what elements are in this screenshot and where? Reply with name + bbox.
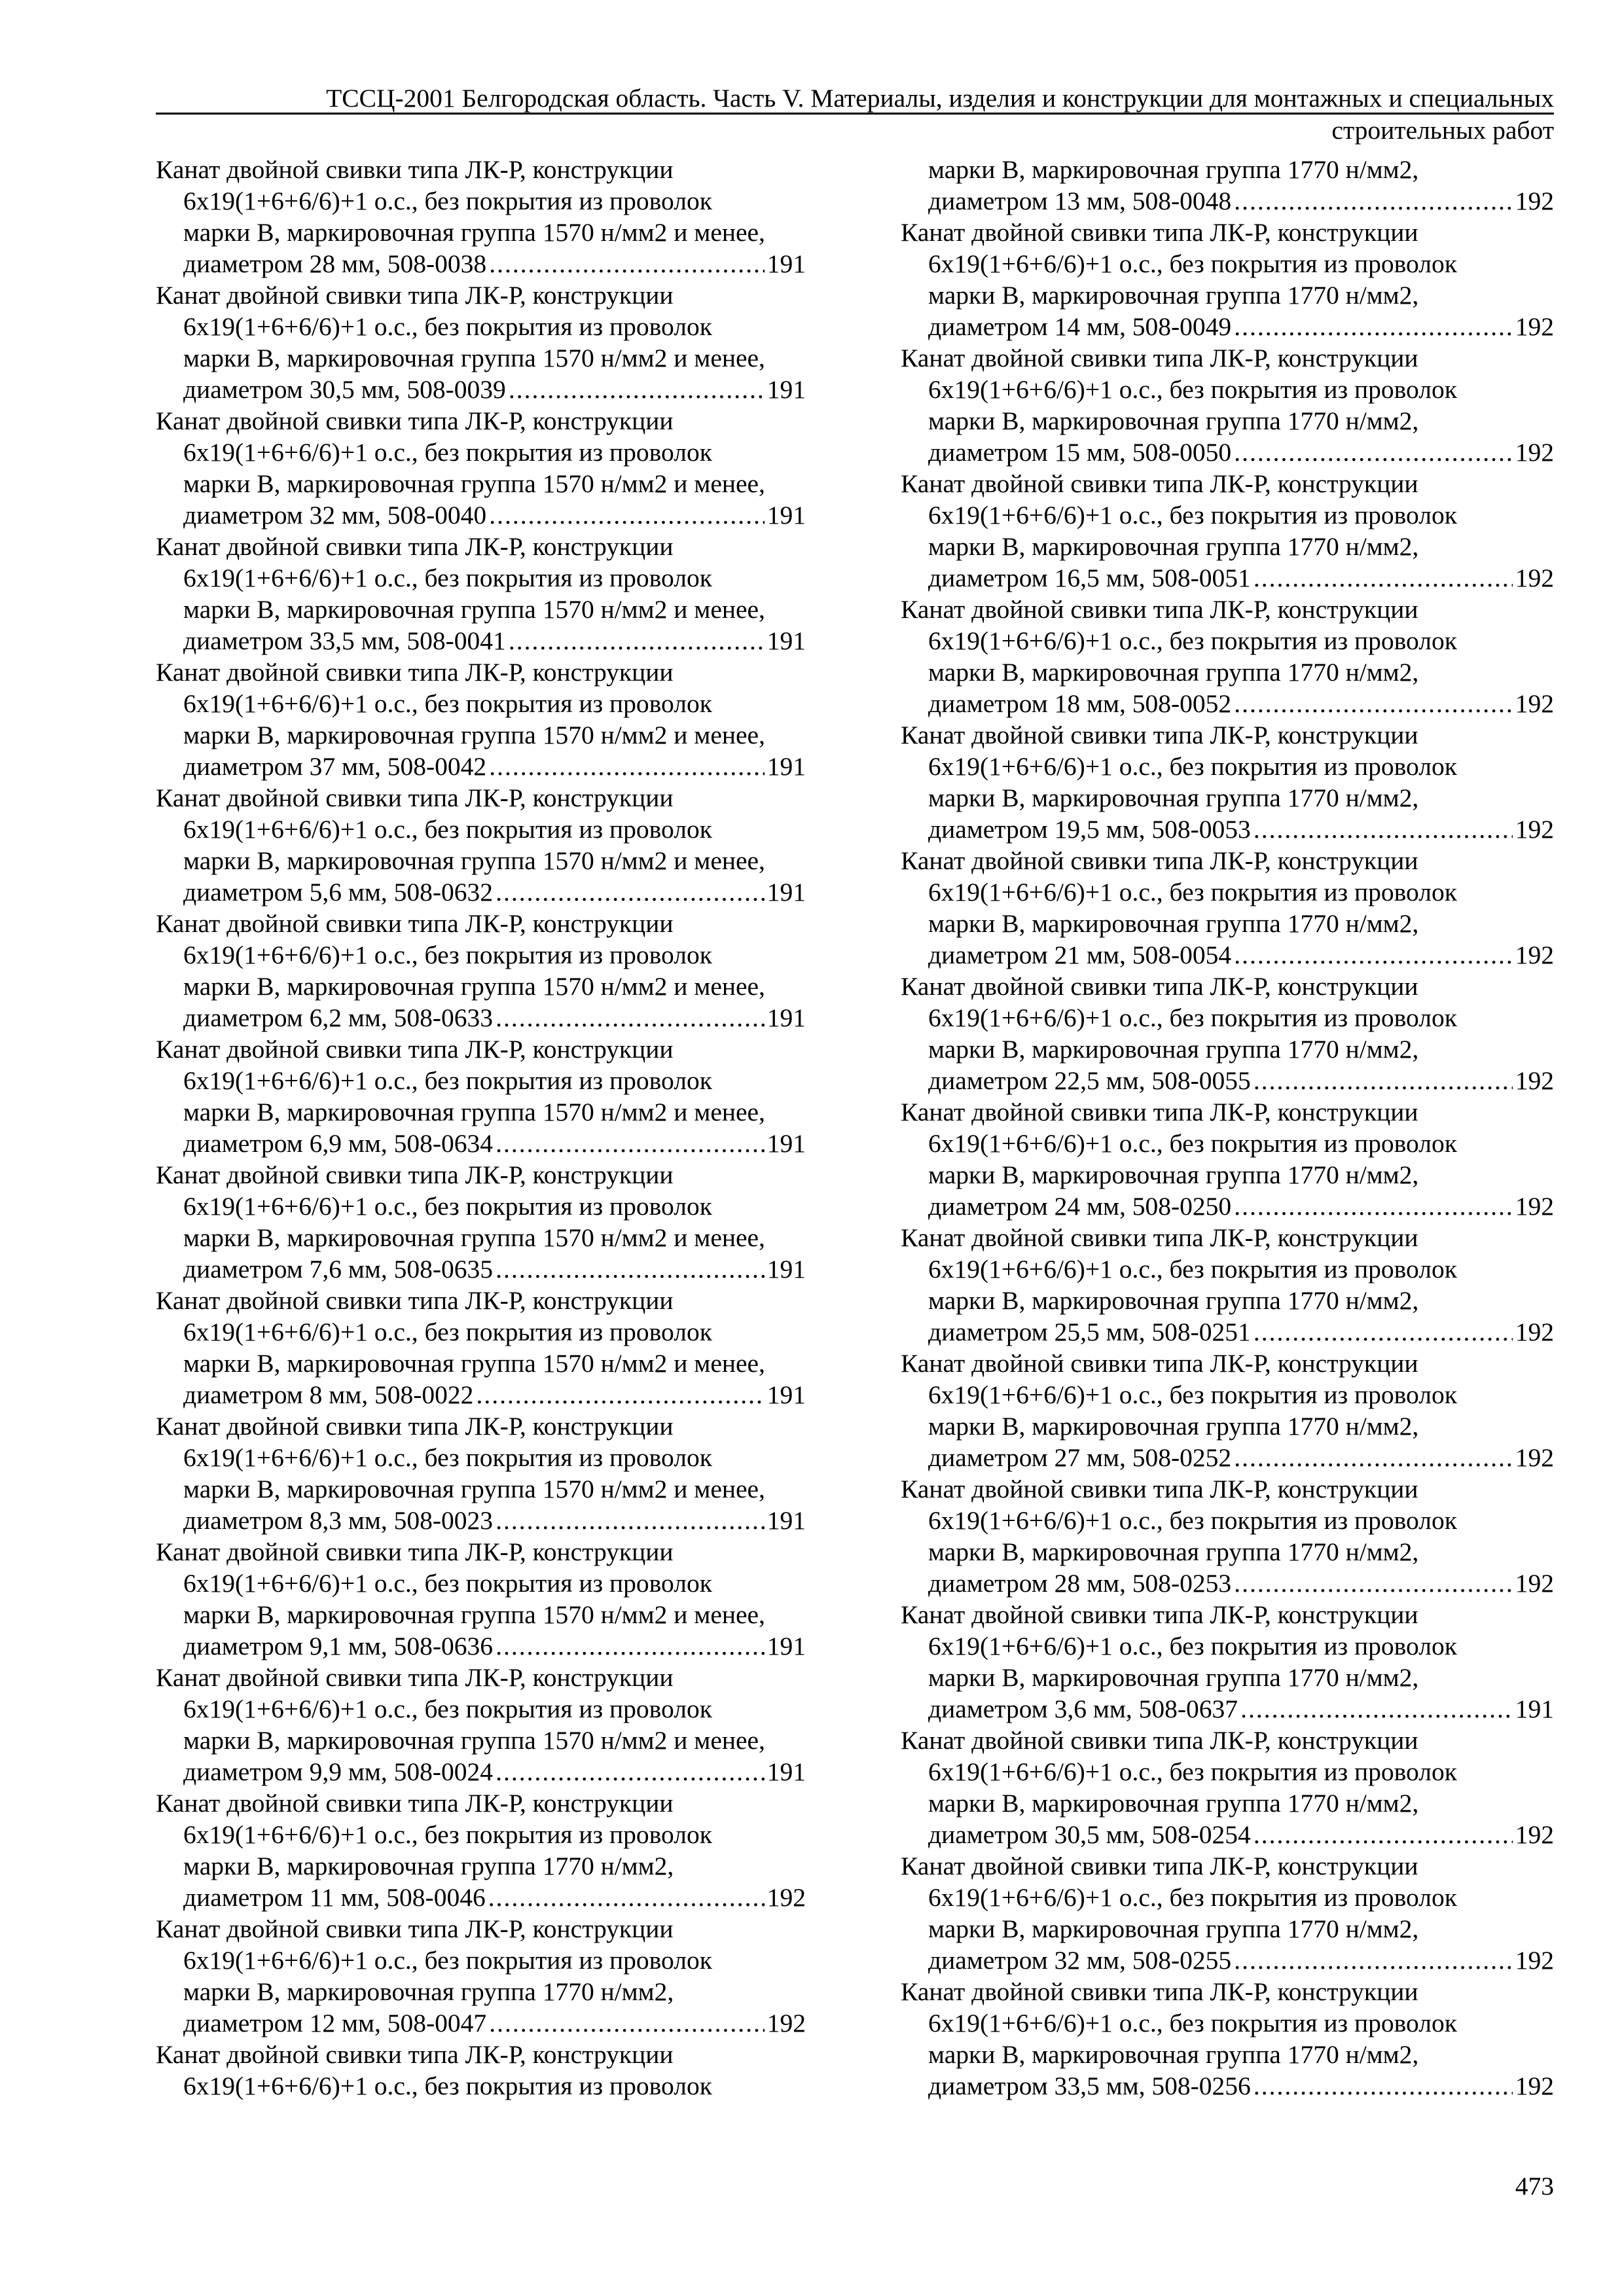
entry-line-1: Канат двойной свивки типа ЛК-Р, конструкции: [901, 1223, 1418, 1252]
entry-line-2: 6х19(1+6+6/6)+1 о.с., без покрытия из проволок: [928, 878, 1457, 906]
running-header-continuation: [156, 116, 1554, 145]
entry-line-2: 6х19(1+6+6/6)+1 о.с., без покрытия из проволок: [928, 375, 1457, 404]
dot-leader: [1234, 1191, 1513, 1222]
dot-leader: [1254, 814, 1513, 845]
entry-line-3: марки В, маркировочная группа 1770 н/мм2,: [928, 1035, 1419, 1064]
entry-item-text: диаметром 7,6 мм, 508-0635: [183, 1255, 494, 1283]
entry-item-text: диаметром 16,5 мм, 508-0051: [928, 564, 1251, 592]
entry-line-4: [901, 1945, 1554, 1976]
entry-item-text: диаметром 15 мм, 508-0050: [928, 438, 1232, 467]
entry-line-2: 6х19(1+6+6/6)+1 о.с., без покрытия из проволок: [183, 2072, 712, 2100]
running-header: [156, 84, 1554, 115]
entry-item-text: диаметром 33,5 мм, 508-0041: [183, 626, 506, 655]
entry-line-4: [901, 1693, 1554, 1725]
entry-line-1: Канат двойной свивки типа ЛК-Р, конструкции: [156, 1286, 674, 1315]
entry-line-1: Канат двойной свивки типа ЛК-Р, конструкции: [901, 1852, 1418, 1880]
entry-item-text: диаметром 24 мм, 508-0250: [928, 1192, 1232, 1221]
entry-item-text: диаметром 9,1 мм, 508-0636: [183, 1632, 494, 1660]
dot-leader: [496, 876, 765, 908]
dot-leader: [496, 1002, 765, 1033]
entry-line-4: [901, 1065, 1554, 1096]
entry-line-3: марки В, маркировочная группа 1770 н/мм2,: [928, 909, 1419, 938]
entry-line-3: марки В, маркировочная группа 1770 н/мм2,: [928, 783, 1419, 812]
entry-page-ref: 191: [767, 1632, 806, 1660]
entry-line-2: 6х19(1+6+6/6)+1 о.с., без покрытия из проволок: [928, 1255, 1457, 1283]
entry-line-4: [156, 1253, 806, 1285]
entry-page-ref: 191: [767, 1757, 806, 1786]
entry-line-4: [156, 1756, 806, 1787]
entry-item-text: диаметром 14 мм, 508-0049: [928, 312, 1232, 341]
dot-leader: [1254, 1065, 1513, 1096]
entry-line-4: [901, 1568, 1554, 1599]
entry-page-ref: 192: [1515, 312, 1554, 341]
entry-line-4: [901, 1316, 1554, 1348]
dot-leader: [1254, 562, 1513, 594]
dot-leader: [1240, 1693, 1513, 1725]
entry-line-2: 6х19(1+6+6/6)+1 о.с., без покрытия из проволок: [183, 1820, 712, 1849]
entry-item-text: диаметром 8 мм, 508-0022: [183, 1380, 474, 1409]
entry-line-1: Канат двойной свивки типа ЛК-Р, конструкции: [901, 1600, 1418, 1629]
entry-page-ref: 192: [767, 1883, 806, 1912]
entry-line-1: Канат двойной свивки типа ЛК-Р, конструкции: [156, 532, 674, 561]
entry-line-4: [156, 1630, 806, 1662]
entry-line-3: марки В, маркировочная группа 1770 н/мм2,: [928, 1160, 1419, 1189]
entry-line-4: [156, 374, 806, 405]
entry-line-1: Канат двойной свивки типа ЛК-Р, конструкции: [901, 218, 1418, 247]
index-entry-partial: [156, 2039, 806, 2102]
entry-line-2: 6х19(1+6+6/6)+1 о.с., без покрытия из проволок: [183, 1318, 712, 1346]
index-entry: [156, 656, 806, 782]
entry-page-ref: 192: [1515, 1066, 1554, 1095]
entry-item-text: диаметром 8,3 мм, 508-0023: [183, 1506, 494, 1535]
entry-line-4: [156, 1002, 806, 1033]
entry-line-2: 6х19(1+6+6/6)+1 о.с., без покрытия из проволок: [183, 1695, 712, 1723]
dot-leader: [1254, 1819, 1513, 1850]
entry-line-2: 6х19(1+6+6/6)+1 о.с., без покрытия из проволок: [928, 1380, 1457, 1409]
entry-line-3: марки В, маркировочная группа 1570 н/мм2 и менее,: [183, 344, 765, 372]
entry-line-4: [901, 1819, 1554, 1850]
entry-line-3: марки В, маркировочная группа 1570 н/мм2 и менее,: [183, 1475, 765, 1503]
entry-line-1: Канат двойной свивки типа ЛК-Р, конструкции: [156, 281, 674, 310]
entry-page-ref: 191: [767, 626, 806, 655]
dot-leader: [1234, 311, 1513, 342]
entry-line-4: [901, 1191, 1554, 1222]
entry-line-3: марки В, маркировочная группа 1770 н/мм2,: [183, 1977, 674, 2006]
entry-item-text: диаметром 19,5 мм, 508-0053: [928, 815, 1251, 844]
entry-page-ref: 192: [1515, 1569, 1554, 1598]
entry-item-text: диаметром 37 мм, 508-0042: [183, 752, 487, 781]
entry-line-2: 6х19(1+6+6/6)+1 о.с., без покрытия из проволок: [928, 2009, 1457, 2037]
dot-leader: [1234, 185, 1513, 217]
index-entry: [901, 719, 1554, 845]
entry-line-1: Канат двойной свивки типа ЛК-Р, конструкции: [156, 406, 674, 435]
index-column-left: [156, 154, 806, 2102]
entry-item-text: диаметром 28 мм, 508-0038: [183, 249, 487, 278]
entry-line-4: [901, 2070, 1554, 2102]
index-entry-continued: [901, 154, 1554, 217]
index-entry: [156, 1033, 806, 1159]
entry-line-4: [156, 1505, 806, 1536]
entry-page-ref: 191: [767, 1380, 806, 1409]
entry-page-ref: 191: [767, 1129, 806, 1158]
entry-item-text: диаметром 11 мм, 508-0046: [183, 1883, 486, 1912]
entry-item-text: диаметром 22,5 мм, 508-0055: [928, 1066, 1251, 1095]
index-column-right: [901, 154, 1554, 2102]
entry-page-ref: 191: [767, 249, 806, 278]
entry-line-2: 6х19(1+6+6/6)+1 о.с., без покрытия из проволок: [183, 1192, 712, 1221]
entry-line-3: марки В, маркировочная группа 1770 н/мм2,: [928, 1537, 1419, 1566]
entry-item-text: диаметром 33,5 мм, 508-0256: [928, 2072, 1251, 2100]
index-entry: [156, 1285, 806, 1410]
dot-leader: [496, 1253, 765, 1285]
entry-line-3: марки В, маркировочная группа 1770 н/мм2,: [928, 658, 1419, 687]
dot-leader: [509, 374, 765, 405]
entry-line-2: 6х19(1+6+6/6)+1 о.с., без покрытия из проволок: [928, 1632, 1457, 1660]
entry-line-3: марки В, маркировочная группа 1770 н/мм2,: [928, 155, 1419, 184]
entry-line-3: марки В, маркировочная группа 1770 н/мм2,: [183, 1852, 674, 1880]
entry-line-4: [901, 437, 1554, 468]
entry-item-text: диаметром 32 мм, 508-0040: [183, 501, 487, 529]
index-entry: [901, 971, 1554, 1096]
index-entry: [156, 1536, 806, 1662]
dot-leader: [1234, 1568, 1513, 1599]
dot-leader: [1254, 1316, 1513, 1348]
dot-leader: [509, 625, 765, 656]
dot-leader: [496, 1128, 765, 1159]
entry-line-1: Канат двойной свивки типа ЛК-Р, конструкции: [901, 1349, 1418, 1378]
entry-line-2: 6х19(1+6+6/6)+1 о.с., без покрытия из проволок: [928, 1757, 1457, 1786]
index-entry: [156, 154, 806, 279]
entry-item-text: диаметром 18 мм, 508-0052: [928, 689, 1232, 718]
entry-page-ref: 192: [767, 2009, 806, 2037]
entry-line-4: [901, 311, 1554, 342]
entry-line-1: Канат двойной свивки типа ЛК-Р, конструкции: [901, 1726, 1418, 1755]
index-entry: [156, 405, 806, 531]
entry-line-1: Канат двойной свивки типа ЛК-Р, конструкции: [156, 1663, 674, 1692]
entry-line-1: Канат двойной свивки типа ЛК-Р, конструкции: [156, 658, 674, 687]
entry-line-3: марки В, маркировочная группа 1570 н/мм2 и менее,: [183, 972, 765, 1001]
entry-page-ref: 191: [767, 752, 806, 781]
entry-line-3: марки В, маркировочная группа 1570 н/мм2 и менее,: [183, 1349, 765, 1378]
entry-item-text: диаметром 32 мм, 508-0255: [928, 1946, 1232, 1975]
dot-leader: [489, 2007, 765, 2039]
index-entry: [901, 468, 1554, 594]
entry-line-3: марки В, маркировочная группа 1770 н/мм2,: [928, 281, 1419, 310]
entry-item-text: диаметром 5,6 мм, 508-0632: [183, 878, 494, 906]
index-entry: [901, 342, 1554, 468]
entry-line-4: [901, 1442, 1554, 1473]
entry-line-1: Канат двойной свивки типа ЛК-Р, конструкции: [156, 1914, 674, 1943]
index-entry: [901, 1222, 1554, 1348]
entry-line-4: [901, 688, 1554, 719]
entry-line-1: Канат двойной свивки типа ЛК-Р, конструкции: [156, 1789, 674, 1818]
entry-page-ref: 192: [1515, 941, 1554, 969]
index-entry: [156, 1159, 806, 1285]
dot-leader: [476, 1379, 764, 1410]
entry-line-4: [156, 751, 806, 782]
dot-leader: [496, 1505, 765, 1536]
entry-line-2: 6х19(1+6+6/6)+1 о.с., без покрытия из проволок: [183, 187, 712, 215]
entry-page-ref: 192: [1515, 1946, 1554, 1975]
index-entry: [156, 908, 806, 1033]
entry-line-4: [156, 2007, 806, 2039]
entry-line-3: марки В, маркировочная группа 1570 н/мм2 и менее,: [183, 1223, 765, 1252]
entry-line-3: марки В, маркировочная группа 1770 н/мм2,: [928, 2040, 1419, 2069]
entry-line-2: 6х19(1+6+6/6)+1 о.с., без покрытия из проволок: [183, 1946, 712, 1975]
entry-line-4: [156, 1379, 806, 1410]
index-entry: [901, 1976, 1554, 2102]
entry-line-1: Канат двойной свивки типа ЛК-Р, конструкции: [156, 1035, 674, 1064]
index-entry: [156, 782, 806, 908]
entry-item-text: диаметром 12 мм, 508-0047: [183, 2009, 487, 2037]
entry-line-3: марки В, маркировочная группа 1570 н/мм2 и менее,: [183, 469, 765, 498]
entry-line-2: 6х19(1+6+6/6)+1 о.с., без покрытия из проволок: [928, 1129, 1457, 1158]
entry-line-3: марки В, маркировочная группа 1570 н/мм2 и менее,: [183, 1098, 765, 1126]
entry-line-2: 6х19(1+6+6/6)+1 о.с., без покрытия из проволок: [928, 501, 1457, 529]
entry-page-ref: 192: [1515, 815, 1554, 844]
entry-item-text: диаметром 28 мм, 508-0253: [928, 1569, 1232, 1598]
index-entry: [901, 217, 1554, 342]
dot-leader: [489, 499, 765, 531]
entry-line-1: Канат двойной свивки типа ЛК-Р, конструкции: [901, 1098, 1418, 1126]
entry-item-text: диаметром 13 мм, 508-0048: [928, 187, 1232, 215]
entry-line-1: Канат двойной свивки типа ЛК-Р, конструкции: [901, 846, 1418, 875]
entry-line-4: [156, 1882, 806, 1913]
entry-page-ref: 191: [767, 375, 806, 404]
entry-item-text: диаметром 6,2 мм, 508-0633: [183, 1003, 494, 1032]
index-entry: [156, 279, 806, 405]
entry-line-2: 6х19(1+6+6/6)+1 о.с., без покрытия из проволок: [183, 438, 712, 467]
page-number: 473: [1515, 2172, 1554, 2200]
entry-line-2: 6х19(1+6+6/6)+1 о.с., без покрытия из проволок: [183, 815, 712, 844]
entry-line-1: Канат двойной свивки типа ЛК-Р, конструкции: [901, 721, 1418, 749]
entry-page-ref: 192: [1515, 1192, 1554, 1221]
entry-line-3: марки В, маркировочная группа 1570 н/мм2 и менее,: [183, 721, 765, 749]
entry-item-text: диаметром 3,6 мм, 508-0637: [928, 1695, 1238, 1723]
entry-line-3: марки В, маркировочная группа 1770 н/мм2,: [928, 532, 1419, 561]
entry-line-4: [156, 1128, 806, 1159]
index-entry: [156, 1913, 806, 2039]
entry-page-ref: 192: [1515, 187, 1554, 215]
entry-item-text: диаметром 25,5 мм, 508-0251: [928, 1318, 1251, 1346]
entry-item-text: диаметром 6,9 мм, 508-0634: [183, 1129, 494, 1158]
index-entry: [901, 1725, 1554, 1850]
index-entry: [901, 1096, 1554, 1222]
entry-line-1: Канат двойной свивки типа ЛК-Р, конструкции: [901, 469, 1418, 498]
entry-line-2: 6х19(1+6+6/6)+1 о.с., без покрытия из проволок: [183, 1569, 712, 1598]
entry-line-4: [156, 248, 806, 279]
dot-leader: [1234, 939, 1513, 971]
entry-line-3: марки В, маркировочная группа 1770 н/мм2,: [928, 406, 1419, 435]
entry-item-text: диаметром 27 мм, 508-0252: [928, 1443, 1232, 1472]
entry-line-4: [901, 185, 1554, 217]
entry-page-ref: 192: [1515, 1443, 1554, 1472]
index-entry: [156, 1787, 806, 1913]
entry-line-2: 6х19(1+6+6/6)+1 о.с., без покрытия из проволок: [183, 564, 712, 592]
entry-page-ref: 191: [767, 1003, 806, 1032]
entry-line-4: [901, 814, 1554, 845]
entry-line-4: [901, 562, 1554, 594]
dot-leader: [496, 1756, 765, 1787]
entry-item-text: диаметром 30,5 мм, 508-0254: [928, 1820, 1251, 1849]
dot-leader: [489, 248, 765, 279]
entry-line-1: Канат двойной свивки типа ЛК-Р, конструкции: [901, 595, 1418, 624]
index-entry: [901, 594, 1554, 719]
index-entry: [901, 1850, 1554, 1976]
entry-line-3: марки В, маркировочная группа 1770 н/мм2,: [928, 1663, 1419, 1692]
entry-line-3: марки В, маркировочная группа 1770 н/мм2,: [928, 1914, 1419, 1943]
entry-line-2: 6х19(1+6+6/6)+1 о.с., без покрытия из проволок: [928, 249, 1457, 278]
entry-line-1: Канат двойной свивки типа ЛК-Р, конструкции: [156, 783, 674, 812]
index-entry: [156, 1410, 806, 1536]
entry-page-ref: 192: [1515, 438, 1554, 467]
entry-line-2: 6х19(1+6+6/6)+1 о.с., без покрытия из проволок: [928, 1003, 1457, 1032]
running-header-line-2: строительных работ: [1331, 116, 1554, 145]
entry-line-2: 6х19(1+6+6/6)+1 о.с., без покрытия из проволок: [928, 1883, 1457, 1912]
dot-leader: [489, 751, 765, 782]
entry-line-1: Канат двойной свивки типа ЛК-Р, конструкции: [901, 344, 1418, 372]
entry-line-3: марки В, маркировочная группа 1570 н/мм2 и менее,: [183, 846, 765, 875]
entry-line-2: 6х19(1+6+6/6)+1 о.с., без покрытия из проволок: [183, 689, 712, 718]
entry-item-text: диаметром 30,5 мм, 508-0039: [183, 375, 506, 404]
dot-leader: [1234, 1945, 1513, 1976]
entry-item-text: диаметром 21 мм, 508-0054: [928, 941, 1232, 969]
running-header-line-1: ТССЦ-2001 Белгородская область. Часть V. Материалы, изделия и конструкции для монтажных и специальных: [326, 84, 1554, 113]
dot-leader: [488, 1882, 765, 1913]
entry-page-ref: 192: [1515, 2072, 1554, 2100]
entry-line-2: 6х19(1+6+6/6)+1 о.с., без покрытия из проволок: [928, 626, 1457, 655]
entry-line-2: 6х19(1+6+6/6)+1 о.с., без покрытия из проволок: [928, 1506, 1457, 1535]
entry-line-1: Канат двойной свивки типа ЛК-Р, конструкции: [156, 1412, 674, 1441]
entry-page-ref: 192: [1515, 1318, 1554, 1346]
entry-line-3: марки В, маркировочная группа 1770 н/мм2,: [928, 1412, 1419, 1441]
entry-line-3: марки В, маркировочная группа 1570 н/мм2 и менее,: [183, 1600, 765, 1629]
entry-line-1: Канат двойной свивки типа ЛК-Р, конструкции: [156, 155, 674, 184]
index-entry: [901, 1348, 1554, 1473]
entry-line-4: [156, 876, 806, 908]
dot-leader: [1234, 437, 1513, 468]
entry-page-ref: 192: [1515, 1820, 1554, 1849]
entry-page-ref: 192: [1515, 689, 1554, 718]
entry-line-2: 6х19(1+6+6/6)+1 о.с., без покрытия из проволок: [183, 941, 712, 969]
dot-leader: [1234, 688, 1513, 719]
index-entry: [901, 845, 1554, 971]
entry-line-2: 6х19(1+6+6/6)+1 о.с., без покрытия из проволок: [183, 312, 712, 341]
entry-line-1: Канат двойной свивки типа ЛК-Р, конструкции: [901, 972, 1418, 1001]
index-entry: [156, 531, 806, 656]
entry-line-3: марки В, маркировочная группа 1770 н/мм2,: [928, 1789, 1419, 1818]
entry-line-1: Канат двойной свивки типа ЛК-Р, конструкции: [156, 1160, 674, 1189]
entry-line-2: 6х19(1+6+6/6)+1 о.с., без покрытия из проволок: [183, 1066, 712, 1095]
entry-line-3: марки В, маркировочная группа 1570 н/мм2 и менее,: [183, 1726, 765, 1755]
entry-item-text: диаметром 9,9 мм, 508-0024: [183, 1757, 494, 1786]
entry-line-1: Канат двойной свивки типа ЛК-Р, конструкции: [901, 1977, 1418, 2006]
entry-line-2: 6х19(1+6+6/6)+1 о.с., без покрытия из проволок: [183, 1443, 712, 1472]
entry-line-2: 6х19(1+6+6/6)+1 о.с., без покрытия из проволок: [928, 752, 1457, 781]
entry-line-1: Канат двойной свивки типа ЛК-Р, конструкции: [156, 1537, 674, 1566]
entry-page-ref: 191: [767, 1506, 806, 1535]
index-entry: [901, 1473, 1554, 1599]
entry-line-4: [156, 625, 806, 656]
entry-page-ref: 191: [767, 501, 806, 529]
dot-leader: [1254, 2070, 1513, 2102]
entry-page-ref: 192: [1515, 564, 1554, 592]
entry-line-3: марки В, маркировочная группа 1570 н/мм2 и менее,: [183, 218, 765, 247]
entry-page-ref: 191: [767, 878, 806, 906]
entry-page-ref: 191: [767, 1255, 806, 1283]
dot-leader: [496, 1630, 765, 1662]
entry-line-1: Канат двойной свивки типа ЛК-Р, конструкции: [156, 909, 674, 938]
entry-line-1: Канат двойной свивки типа ЛК-Р, конструкции: [901, 1475, 1418, 1503]
dot-leader: [1234, 1442, 1513, 1473]
entry-line-3: марки В, маркировочная группа 1770 н/мм2,: [928, 1286, 1419, 1315]
entry-line-3: марки В, маркировочная группа 1570 н/мм2 и менее,: [183, 595, 765, 624]
entry-page-ref: 191: [1515, 1695, 1554, 1723]
index-entry: [901, 1599, 1554, 1725]
entry-line-4: [901, 939, 1554, 971]
index-entry: [156, 1662, 806, 1787]
entry-line-1: Канат двойной свивки типа ЛК-Р, конструкции: [156, 2040, 674, 2069]
entry-line-4: [156, 499, 806, 531]
